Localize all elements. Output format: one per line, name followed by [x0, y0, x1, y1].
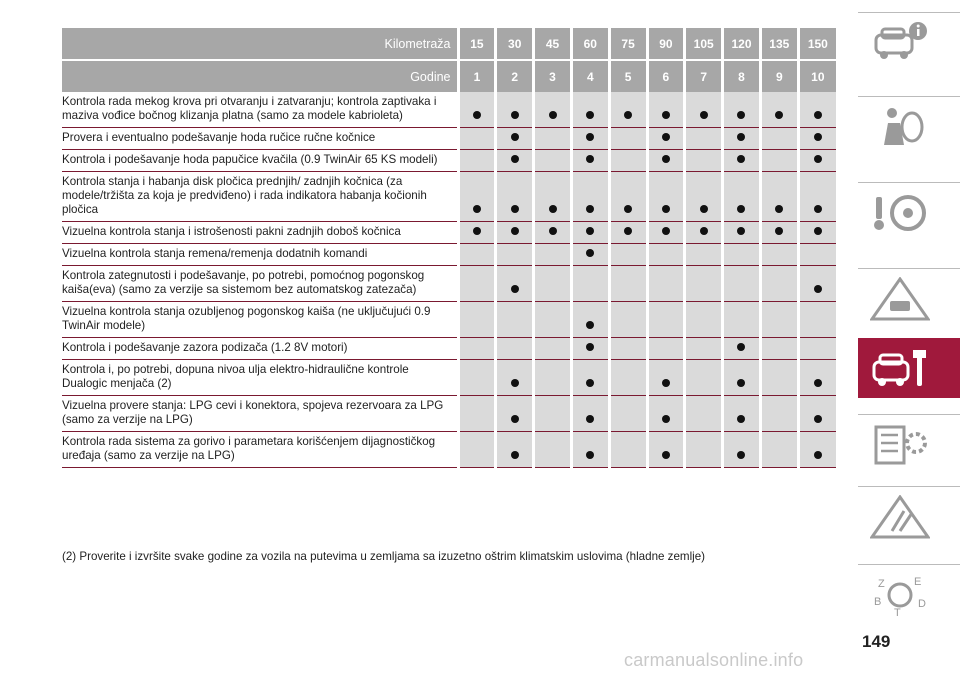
interval-cell	[458, 338, 496, 360]
interval-cell	[458, 432, 496, 468]
interval-cell	[458, 266, 496, 302]
table-row	[62, 338, 836, 360]
check-dot-icon	[511, 415, 519, 423]
steering-wheel-icon	[870, 191, 930, 235]
interval-cell	[685, 92, 723, 128]
interval-cell	[723, 222, 761, 244]
check-dot-icon	[586, 379, 594, 387]
check-dot-icon	[511, 133, 519, 141]
check-dot-icon	[586, 249, 594, 257]
check-dot-icon	[662, 155, 670, 163]
footnote: (2) Proverite i izvršite svake godine za vozila na putevima u zemljama sa izuzetno oštrim klimatskim uslovima (hladne zemlje)	[62, 550, 706, 563]
interval-cell	[760, 338, 798, 360]
interval-cell	[571, 92, 609, 128]
interval-cell	[798, 128, 836, 150]
interval-cell	[609, 396, 647, 432]
interval-cell	[458, 172, 496, 222]
interval-cell	[685, 266, 723, 302]
interval-cell	[534, 128, 572, 150]
interval-cell	[534, 222, 572, 244]
interval-cell	[496, 302, 534, 338]
interval-cell	[798, 244, 836, 266]
table-row	[62, 244, 836, 266]
table-body	[62, 92, 836, 468]
check-dot-icon	[737, 133, 745, 141]
maintenance-table	[62, 28, 836, 468]
check-dot-icon	[624, 205, 632, 213]
interval-cell	[458, 360, 496, 396]
table-row	[62, 92, 836, 128]
check-dot-icon	[549, 205, 557, 213]
interval-cell	[685, 302, 723, 338]
interval-cell	[609, 92, 647, 128]
interval-cell	[647, 150, 685, 172]
check-dot-icon	[814, 227, 822, 235]
km-value: 135	[760, 28, 798, 59]
check-dot-icon	[511, 451, 519, 459]
sidebar	[858, 0, 960, 678]
interval-cell	[571, 150, 609, 172]
check-dot-icon	[586, 111, 594, 119]
interval-cell	[458, 396, 496, 432]
check-dot-icon	[586, 343, 594, 351]
km-value: 150	[798, 28, 836, 59]
interval-cell	[760, 150, 798, 172]
interval-cell	[760, 302, 798, 338]
interval-cell	[458, 128, 496, 150]
check-dot-icon	[737, 155, 745, 163]
interval-cell	[798, 150, 836, 172]
header-row-km	[62, 28, 836, 59]
check-dot-icon	[586, 451, 594, 459]
row-description: Vizuelna kontrola stanja i istrošenosti pakni zadnjih doboš kočnica	[62, 222, 458, 244]
check-dot-icon	[700, 227, 708, 235]
interval-cell	[496, 244, 534, 266]
interval-cell	[496, 172, 534, 222]
check-dot-icon	[586, 205, 594, 213]
svg-text:B: B	[874, 596, 882, 608]
interval-cell	[685, 150, 723, 172]
km-value: 75	[609, 28, 647, 59]
interval-cell	[647, 92, 685, 128]
interval-cell	[723, 128, 761, 150]
sidebar-tab-active[interactable]	[858, 338, 960, 398]
row-description: Kontrola stanja i habanja disk pločica prednjih/ zadnjih kočnica (za modele/tržišta za koja je predviđeno) i rada indikatora habanja kočionih pločica	[62, 172, 458, 222]
km-value: 120	[723, 28, 761, 59]
warning-triangle-icon	[870, 277, 930, 321]
interval-cell	[609, 128, 647, 150]
interval-cell	[496, 266, 534, 302]
alphabet-index-icon	[870, 573, 930, 617]
interval-cell	[496, 396, 534, 432]
interval-cell	[647, 432, 685, 468]
year-value: 7	[685, 61, 723, 92]
interval-cell	[760, 222, 798, 244]
interval-cell	[496, 128, 534, 150]
check-dot-icon	[586, 415, 594, 423]
km-value: 105	[685, 28, 723, 59]
interval-cell	[647, 396, 685, 432]
year-value: 6	[647, 61, 685, 92]
interval-cell	[534, 396, 572, 432]
interval-cell	[609, 244, 647, 266]
interval-cell	[647, 172, 685, 222]
sidebar-tab[interactable]	[858, 564, 960, 625]
interval-cell	[496, 92, 534, 128]
year-value: 10	[798, 61, 836, 92]
check-dot-icon	[473, 227, 481, 235]
year-value: 9	[760, 61, 798, 92]
interval-cell	[647, 128, 685, 150]
check-dot-icon	[511, 111, 519, 119]
interval-cell	[534, 360, 572, 396]
car-wrench-icon	[870, 346, 930, 390]
check-dot-icon	[814, 379, 822, 387]
interval-cell	[647, 302, 685, 338]
row-description: Kontrola rada mekog krova pri otvaranju i zatvaranju; kontrola zaptivaka i maziva vođice bočnog klizanja platna (samo za modele kabrioleta)	[62, 92, 458, 128]
check-dot-icon	[473, 111, 481, 119]
table-row	[62, 396, 836, 432]
row-description: Kontrola rada sistema za gorivo i parametara korišćenjem dijagnostičkog uređaja (samo za verzije na LPG)	[62, 432, 458, 468]
interval-cell	[647, 222, 685, 244]
check-dot-icon	[662, 111, 670, 119]
interval-cell	[723, 396, 761, 432]
interval-cell	[723, 244, 761, 266]
interval-cell	[496, 338, 534, 360]
check-dot-icon	[662, 451, 670, 459]
check-dot-icon	[737, 227, 745, 235]
km-value: 45	[534, 28, 572, 59]
year-value: 4	[571, 61, 609, 92]
interval-cell	[571, 266, 609, 302]
table-row	[62, 266, 836, 302]
interval-cell	[685, 396, 723, 432]
spec-gear-icon	[870, 423, 930, 467]
year-value: 5	[609, 61, 647, 92]
page-number: 149	[862, 632, 891, 651]
svg-text:Z: Z	[878, 578, 885, 590]
interval-cell	[723, 360, 761, 396]
row-description: Provera i eventualno podešavanje hoda ručice ručne kočnice	[62, 128, 458, 150]
check-dot-icon	[662, 379, 670, 387]
interval-cell	[609, 266, 647, 302]
table-row	[62, 432, 836, 468]
interval-cell	[571, 360, 609, 396]
km-value: 60	[571, 28, 609, 59]
interval-cell	[458, 302, 496, 338]
check-dot-icon	[662, 133, 670, 141]
interval-cell	[685, 360, 723, 396]
year-value: 8	[723, 61, 761, 92]
interval-cell	[723, 172, 761, 222]
svg-text:T: T	[894, 607, 901, 617]
table-row	[62, 302, 836, 338]
interval-cell	[798, 92, 836, 128]
check-dot-icon	[737, 415, 745, 423]
check-dot-icon	[511, 285, 519, 293]
check-dot-icon	[814, 451, 822, 459]
interval-cell	[647, 266, 685, 302]
check-dot-icon	[737, 451, 745, 459]
interval-cell	[685, 244, 723, 266]
interval-cell	[760, 172, 798, 222]
interval-cell	[647, 360, 685, 396]
years-label: Godine	[62, 61, 458, 92]
table-row	[62, 150, 836, 172]
km-value: 30	[496, 28, 534, 59]
interval-cell	[571, 396, 609, 432]
interval-cell	[723, 432, 761, 468]
interval-cell	[798, 360, 836, 396]
interval-cell	[571, 338, 609, 360]
check-dot-icon	[511, 227, 519, 235]
interval-cell	[760, 396, 798, 432]
interval-cell	[534, 92, 572, 128]
interval-cell	[458, 244, 496, 266]
row-description: Vizuelna kontrola stanja remena/remenja dodatnih komandi	[62, 244, 458, 266]
check-dot-icon	[814, 205, 822, 213]
sidebar-tab[interactable]	[858, 486, 960, 547]
interval-cell	[798, 432, 836, 468]
svg-text:D: D	[918, 598, 926, 610]
airbag-person-icon	[870, 105, 930, 149]
interval-cell	[798, 396, 836, 432]
km-label: Kilometraža	[62, 28, 458, 59]
table-row	[62, 222, 836, 244]
warning-triangle-tools-icon	[870, 495, 930, 539]
check-dot-icon	[814, 111, 822, 119]
interval-cell	[496, 432, 534, 468]
interval-cell	[760, 360, 798, 396]
interval-cell	[723, 266, 761, 302]
row-description: Kontrola i, po potrebi, dopuna nivoa ulja elektro-hidraulične kontrole Dualogic menjača (2)	[62, 360, 458, 396]
check-dot-icon	[586, 155, 594, 163]
interval-cell	[458, 222, 496, 244]
interval-cell	[685, 172, 723, 222]
interval-cell	[798, 302, 836, 338]
sidebar-tab[interactable]	[858, 414, 960, 475]
check-dot-icon	[737, 111, 745, 119]
sidebar-tab[interactable]	[858, 12, 960, 73]
interval-cell	[609, 222, 647, 244]
check-dot-icon	[662, 205, 670, 213]
interval-cell	[723, 338, 761, 360]
sidebar-tab[interactable]	[858, 268, 960, 329]
interval-cell	[496, 150, 534, 172]
check-dot-icon	[511, 379, 519, 387]
table-row	[62, 360, 836, 396]
interval-cell	[685, 338, 723, 360]
interval-cell	[760, 92, 798, 128]
year-value: 3	[534, 61, 572, 92]
check-dot-icon	[662, 415, 670, 423]
check-dot-icon	[775, 227, 783, 235]
interval-cell	[685, 128, 723, 150]
check-dot-icon	[511, 205, 519, 213]
interval-cell	[571, 128, 609, 150]
interval-cell	[571, 302, 609, 338]
interval-cell	[458, 150, 496, 172]
check-dot-icon	[624, 111, 632, 119]
km-value: 90	[647, 28, 685, 59]
check-dot-icon	[549, 111, 557, 119]
km-value: 15	[458, 28, 496, 59]
check-dot-icon	[737, 343, 745, 351]
check-dot-icon	[814, 155, 822, 163]
year-value: 2	[496, 61, 534, 92]
interval-cell	[534, 172, 572, 222]
check-dot-icon	[586, 133, 594, 141]
watermark: carmanualsonline.info	[624, 650, 804, 670]
row-description: Kontrola i podešavanje zazora podizača (1.2 8V motori)	[62, 338, 458, 360]
check-dot-icon	[775, 205, 783, 213]
interval-cell	[534, 150, 572, 172]
year-value: 1	[458, 61, 496, 92]
interval-cell	[760, 244, 798, 266]
check-dot-icon	[473, 205, 481, 213]
interval-cell	[571, 172, 609, 222]
interval-cell	[685, 432, 723, 468]
check-dot-icon	[814, 133, 822, 141]
interval-cell	[534, 244, 572, 266]
interval-cell	[609, 432, 647, 468]
interval-cell	[609, 302, 647, 338]
interval-cell	[723, 302, 761, 338]
interval-cell	[534, 302, 572, 338]
interval-cell	[760, 432, 798, 468]
sidebar-tab[interactable]	[858, 182, 960, 243]
header-row-years	[62, 61, 836, 92]
interval-cell	[760, 266, 798, 302]
table-row	[62, 172, 836, 222]
sidebar-tab[interactable]	[858, 96, 960, 157]
interval-cell	[609, 150, 647, 172]
interval-cell	[534, 338, 572, 360]
interval-cell	[609, 338, 647, 360]
interval-cell	[760, 128, 798, 150]
interval-cell	[798, 172, 836, 222]
row-description: Kontrola i podešavanje hoda papučice kvačila (0.9 TwinAir 65 KS modeli)	[62, 150, 458, 172]
interval-cell	[496, 360, 534, 396]
interval-cell	[571, 222, 609, 244]
check-dot-icon	[737, 379, 745, 387]
check-dot-icon	[775, 111, 783, 119]
interval-cell	[798, 266, 836, 302]
row-description: Vizuelna provere stanja: LPG cevi i konektora, spojeva rezervoara za LPG (samo za verzije na LPG)	[62, 396, 458, 432]
check-dot-icon	[586, 227, 594, 235]
interval-cell	[609, 172, 647, 222]
table-row	[62, 128, 836, 150]
check-dot-icon	[737, 205, 745, 213]
interval-cell	[571, 432, 609, 468]
maintenance-table-container	[62, 28, 836, 468]
interval-cell	[534, 432, 572, 468]
interval-cell	[534, 266, 572, 302]
interval-cell	[609, 360, 647, 396]
check-dot-icon	[586, 321, 594, 329]
svg-text:E: E	[914, 576, 922, 588]
check-dot-icon	[662, 227, 670, 235]
check-dot-icon	[700, 111, 708, 119]
interval-cell	[798, 338, 836, 360]
check-dot-icon	[549, 227, 557, 235]
check-dot-icon	[814, 415, 822, 423]
check-dot-icon	[624, 227, 632, 235]
interval-cell	[723, 150, 761, 172]
interval-cell	[723, 92, 761, 128]
row-description: Kontrola zategnutosti i podešavanje, po potrebi, pomoćnog pogonskog kaišа(eva) (samo za verzije sa sistemom bez automatskog zatezača)	[62, 266, 458, 302]
interval-cell	[685, 222, 723, 244]
interval-cell	[647, 338, 685, 360]
interval-cell	[571, 244, 609, 266]
row-description: Vizuelna kontrola stanja ozubljenog pogonskog kaiša (ne uključujući 0.9 TwinAir modele)	[62, 302, 458, 338]
interval-cell	[647, 244, 685, 266]
interval-cell	[458, 92, 496, 128]
interval-cell	[496, 222, 534, 244]
check-dot-icon	[814, 285, 822, 293]
check-dot-icon	[511, 155, 519, 163]
check-dot-icon	[700, 205, 708, 213]
interval-cell	[798, 222, 836, 244]
car-info-icon	[870, 21, 930, 65]
